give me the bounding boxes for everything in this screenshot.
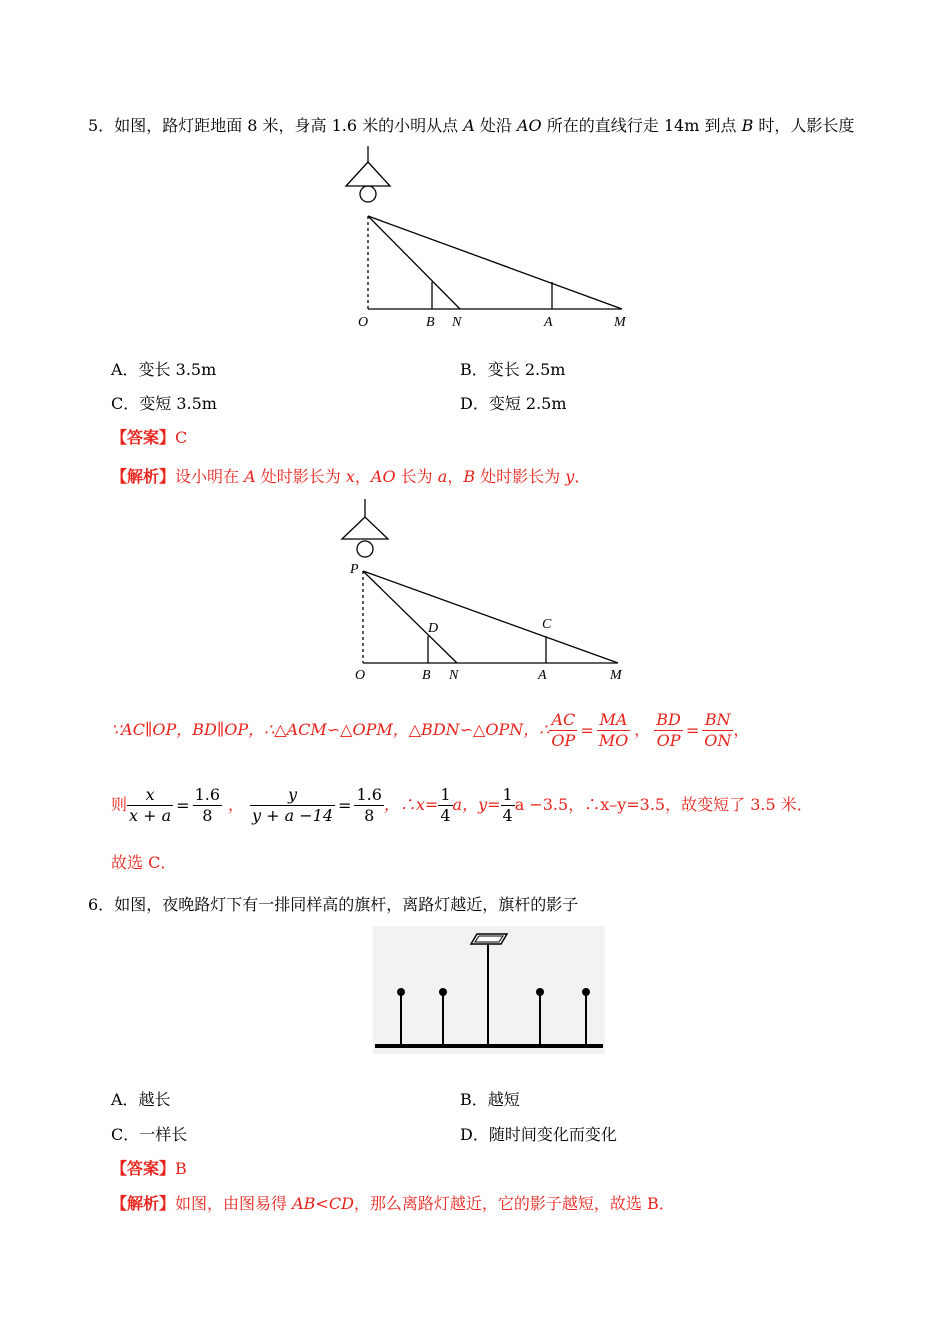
q5-option-a: A．变长 3.5m	[111, 360, 217, 379]
analysis-text: ．	[574, 467, 591, 486]
q5-conclusion: 故选 C．	[111, 853, 177, 872]
q5-var-a: A	[463, 116, 475, 135]
label-o: O	[355, 668, 366, 683]
equals-sign: =	[338, 795, 352, 815]
fraction-denominator: MO	[598, 731, 629, 750]
q5-analysis-tag: 【解析】	[111, 467, 176, 486]
fraction-numerator: x	[127, 785, 173, 806]
flagpole-3-top	[536, 988, 544, 996]
eq2-middle: ，∴x=	[383, 795, 439, 814]
q5-answer	[111, 427, 187, 449]
q6-analysis-math: AB<CD	[292, 1194, 354, 1213]
label-m: M	[610, 668, 622, 683]
fraction-1-6-over-8	[193, 785, 222, 826]
fraction-1-over-4	[501, 785, 515, 826]
q5-figure-1	[330, 140, 630, 340]
q5-equation-2	[111, 783, 813, 827]
eq1-separator: ，	[634, 720, 651, 739]
equals-sign: =	[580, 720, 594, 740]
q5-answer-tag: 【答案】	[111, 428, 176, 447]
label-a: A	[538, 668, 547, 683]
lamp-bulb	[360, 186, 376, 202]
fraction-ma-mo	[597, 710, 631, 751]
label-a: A	[544, 315, 553, 330]
lamp-shade	[346, 162, 390, 186]
flagpole-2-top	[439, 988, 447, 996]
light-ray-m	[368, 216, 622, 309]
q5-stem-text: 如图，路灯距地面 8 米，身高 1.6 米的小明从点	[114, 116, 464, 135]
q5-analysis-line-1	[111, 466, 590, 488]
flagpole-1-top	[397, 988, 405, 996]
eq2-middle-2: a，y=	[452, 795, 501, 814]
lamp-shade	[342, 517, 388, 539]
q6-answer	[111, 1158, 187, 1180]
analysis-var: x	[345, 467, 355, 486]
q6-analysis-text: ，那么离路灯越近，它的影子越短，故选 B．	[353, 1194, 675, 1213]
fraction-denominator: 4	[440, 806, 451, 825]
analysis-text: ，	[447, 467, 464, 486]
q5-stem-text: 时，人影长度	[753, 116, 855, 135]
fraction-bn-on	[702, 710, 733, 751]
fraction-numerator: 1	[440, 785, 451, 804]
fraction-numerator: y	[250, 785, 335, 806]
fraction-1-6-over-8	[354, 785, 383, 826]
q5-option-c: C．变短 3.5m	[111, 394, 217, 413]
q5-figure-2	[330, 495, 630, 695]
equals-sign: =	[176, 795, 190, 815]
label-o: O	[358, 315, 369, 330]
q5-answer-value: C	[175, 428, 188, 447]
label-b: B	[422, 668, 431, 683]
fraction-denominator: 8	[202, 806, 213, 825]
flagpole-4-top	[582, 988, 590, 996]
label-c: C	[542, 617, 552, 632]
fraction-x-over-xa	[127, 785, 173, 826]
eq1-text: ∵AC∥OP，BD∥OP，∴△ACM∽△OPM，△BDN∽△OPN，∴	[111, 720, 550, 739]
fraction-numerator: 1.6	[356, 785, 382, 804]
fraction-1-over-4	[438, 785, 452, 826]
eq2-middle-3: a −3.5，∴x–y=3.5，故变短了 3.5 米．	[514, 795, 813, 814]
q5-option-b: B．变长 2.5m	[460, 360, 566, 379]
fraction-numerator: BD	[656, 710, 681, 729]
label-m: M	[614, 315, 626, 330]
q6-answer-tag: 【答案】	[111, 1159, 176, 1178]
label-p: P	[350, 562, 359, 577]
fraction-numerator: AC	[549, 710, 577, 731]
q5-stem-text: 处沿	[474, 116, 517, 135]
q6-option-c: C．一样长	[111, 1125, 188, 1144]
analysis-text: ，	[354, 467, 371, 486]
fraction-numerator: BN	[702, 710, 733, 731]
fraction-numerator: 1	[502, 785, 513, 804]
label-n: N	[452, 315, 462, 330]
analysis-text: 处时影长为	[475, 467, 566, 486]
q5-stem-text: 所在的直线行走 14m 到点	[541, 116, 742, 135]
analysis-var: B	[463, 467, 476, 486]
label-b: B	[426, 315, 435, 330]
fraction-ac-op	[549, 710, 577, 751]
light-ray-n	[368, 216, 460, 309]
analysis-var: y	[565, 467, 575, 486]
analysis-text: 设小明在	[175, 467, 245, 486]
analysis-text: 长为	[395, 467, 438, 486]
eq2-prefix: 则	[111, 795, 128, 814]
q6-stem-text: 如图，夜晚路灯下有一排同样高的旗杆，离路灯越近，旗杆的影子	[114, 895, 579, 914]
q6-option-b: B．越短	[460, 1090, 520, 1109]
q6-option-a: A．越长	[111, 1090, 171, 1109]
analysis-text: 处时影长为	[255, 467, 346, 486]
fraction-denominator: y + a −14	[252, 806, 334, 825]
q6-figure	[373, 926, 605, 1054]
q6-answer-value: B	[175, 1159, 187, 1178]
eq2-separator: ，	[228, 795, 245, 814]
equals-sign: =	[685, 720, 700, 740]
q5-stem	[88, 115, 854, 137]
fraction-denominator: ON	[704, 731, 732, 750]
q5-equation-1	[111, 708, 749, 752]
fraction-denominator: 4	[502, 806, 513, 825]
label-d: D	[428, 621, 439, 636]
q6-number: 6．	[88, 895, 115, 914]
q5-var-b: B	[741, 116, 754, 135]
light-ray-n	[363, 571, 457, 663]
eq1-end: ，	[733, 720, 750, 739]
label-n: N	[449, 668, 459, 683]
q5-option-d: D．变短 2.5m	[460, 394, 567, 413]
analysis-var: AO	[370, 467, 396, 486]
fraction-denominator: OP	[551, 731, 576, 750]
fraction-y-over-ya14	[250, 785, 335, 826]
fraction-denominator: 8	[364, 806, 375, 825]
analysis-var: a	[437, 467, 448, 486]
fraction-numerator: MA	[597, 710, 631, 731]
fraction-denominator: OP	[656, 731, 681, 750]
q5-var-ao: AO	[517, 116, 542, 135]
light-ray-m	[363, 571, 618, 663]
q5-number: 5．	[88, 116, 115, 135]
q6-analysis-text: 如图，由图易得	[175, 1194, 293, 1213]
q6-stem	[88, 894, 578, 916]
analysis-var: A	[244, 467, 256, 486]
fraction-numerator: 1.6	[194, 785, 221, 804]
fraction-denominator: x + a	[129, 806, 172, 825]
q6-analysis-tag: 【解析】	[111, 1194, 176, 1213]
q6-analysis	[111, 1193, 675, 1215]
fraction-bd-op	[654, 710, 683, 751]
lamp-bulb	[357, 541, 373, 557]
q6-option-d: D．随时间变化而变化	[460, 1125, 617, 1144]
